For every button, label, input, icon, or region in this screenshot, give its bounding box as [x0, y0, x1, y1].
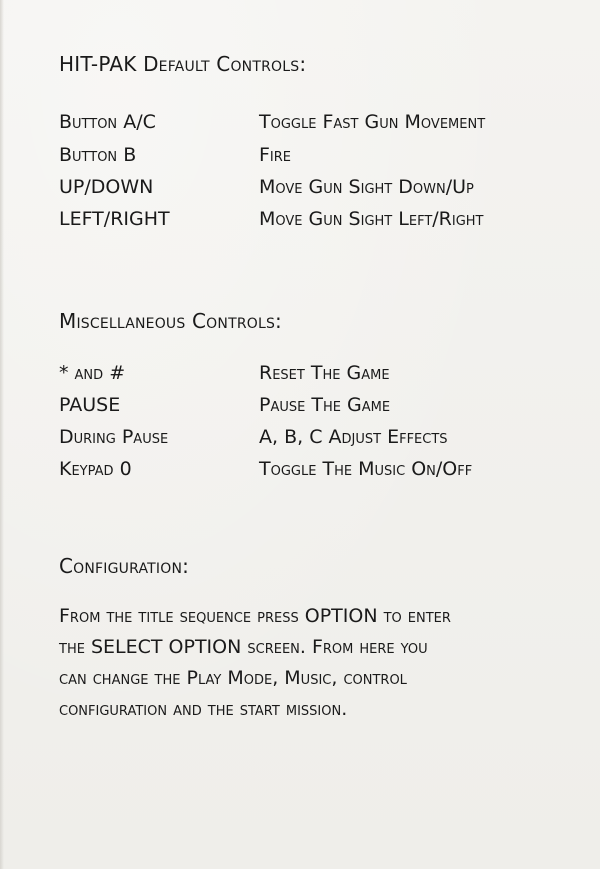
configuration-paragraph: [59, 601, 579, 725]
control-key: Button B: [59, 144, 137, 166]
control-key: LEFT/RIGHT: [59, 208, 170, 230]
control-description: Reset The Game: [259, 362, 390, 384]
control-key: * and #: [59, 362, 126, 384]
control-description: Toggle Fast Gun Movement: [259, 111, 486, 133]
misc-control-row: [59, 360, 579, 386]
control-key: Keypad 0: [59, 458, 132, 480]
control-description: Move Gun Sight Down/Up: [259, 176, 474, 198]
hitpak-control-row: [59, 109, 579, 135]
hitpak-controls-heading: HIT-PAK Default Controls:: [59, 52, 307, 76]
paragraph-line: From the title sequence press OPTION to enter: [59, 605, 451, 627]
page-gutter-shadow: [0, 0, 4, 869]
control-description: Toggle The Music On/Off: [259, 458, 473, 480]
paragraph-line: configuration and the start mission.: [59, 698, 348, 720]
control-description: Pause The Game: [259, 394, 391, 416]
control-description: A, B, C Adjust Effects: [259, 426, 448, 448]
control-description: Move Gun Sight Left/Right: [259, 208, 484, 230]
control-key: Button A/C: [59, 111, 156, 133]
misc-control-row: [59, 456, 579, 482]
paragraph-line: the SELECT OPTION screen. From here you: [59, 636, 428, 658]
misc-controls-heading: Miscellaneous Controls:: [59, 309, 283, 333]
control-key: UP/DOWN: [59, 176, 154, 198]
paragraph-line: can change the Play Mode, Music, control: [59, 667, 407, 689]
configuration-heading: Configuration:: [59, 554, 190, 578]
control-key: During Pause: [59, 426, 169, 448]
misc-control-row: [59, 424, 579, 450]
misc-control-row: [59, 392, 579, 418]
hitpak-control-row: [59, 206, 579, 232]
hitpak-control-row: [59, 174, 579, 200]
control-key: PAUSE: [59, 394, 121, 416]
control-description: Fire: [259, 144, 292, 166]
hitpak-control-row: [59, 142, 579, 168]
